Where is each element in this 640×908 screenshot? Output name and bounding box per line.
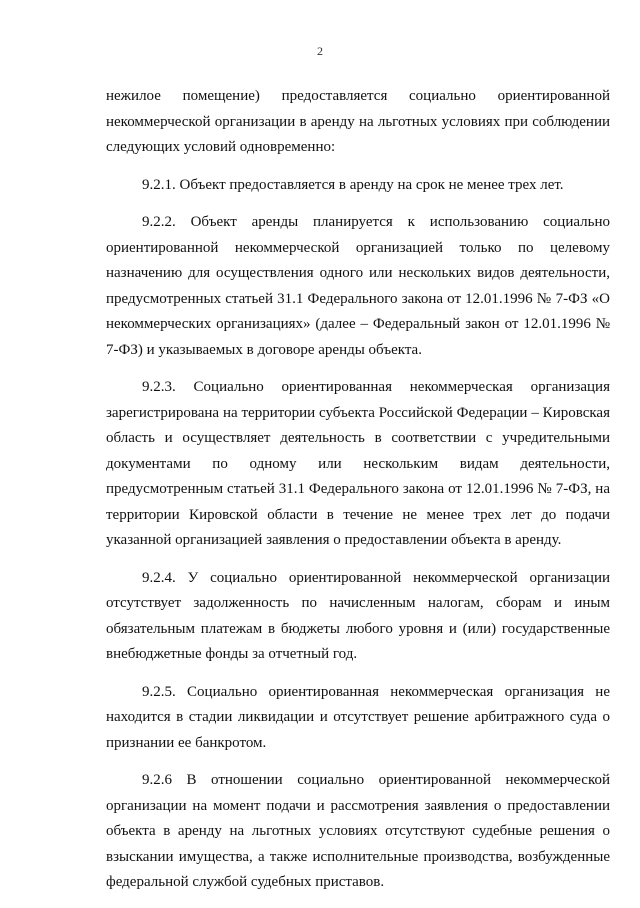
paragraph-intro: нежилое помещение) предоставляется социально ориентированной некоммерческой организации в аренду на льготных условиях при соблюдении следующих условий одновременно:: [106, 88, 610, 155]
paragraph-9-2-2: 9.2.2. Объект аренды планируется к использованию социально ориентированной некоммерческой организацией только по целевому назначению для осуществления одного или нескольких видов деятельности, предусмотренных статьей 31.1 Федерального закона от 12.01.1996 № 7-ФЗ «О некоммерческих организациях» (далее – Федеральный закон от 12.01.1996 № 7-ФЗ) и указываемых в договоре аренды объекта.: [106, 214, 610, 358]
paragraph-9-2-4: 9.2.4. У социально ориентированной некоммерческой организации отсутствует задолженность по начисленным налогам, сборам и иным обязательным платежам в бюджеты любого уровня и (или) государственные внебюджетные фонды за отчетный год.: [106, 569, 610, 662]
paragraph-9-2-6: 9.2.6 В отношении социально ориентированной некоммерческой организации на момент подачи и рассмотрения заявления о предоставлении объекта в аренду на льготных условиях отсутствуют судебные решения о взыскании имущества, а также исполнительные производства, возбужденные федеральной службой судебных приставов.: [106, 772, 610, 890]
paragraph-9-2-3: 9.2.3. Социально ориентированная некоммерческая организация зарегистрирована на территории субъекта Российской Федерации – Кировская область и осуществляет деятельность в соответствии с учредительными документами по одному или нескольким видам деятельности, предусмотренным статьей 31.1 Федерального закона от 12.01.1996 № 7-ФЗ, на территории Кировской области в течение не менее трех лет до подачи указанной организацией заявления о предоставлении объекта в аренду.: [106, 379, 610, 548]
paragraph-9-2-1: 9.2.1. Объект предоставляется в аренду на срок не менее трех лет.: [142, 176, 564, 193]
document-body: [106, 84, 610, 908]
page-number: 2: [317, 44, 323, 58]
paragraph-9-2-5: 9.2.5. Социально ориентированная некоммерческая организация не находится в стадии ликвидации и отсутствует решение арбитражного суда о признании ее банкротом.: [106, 683, 610, 751]
